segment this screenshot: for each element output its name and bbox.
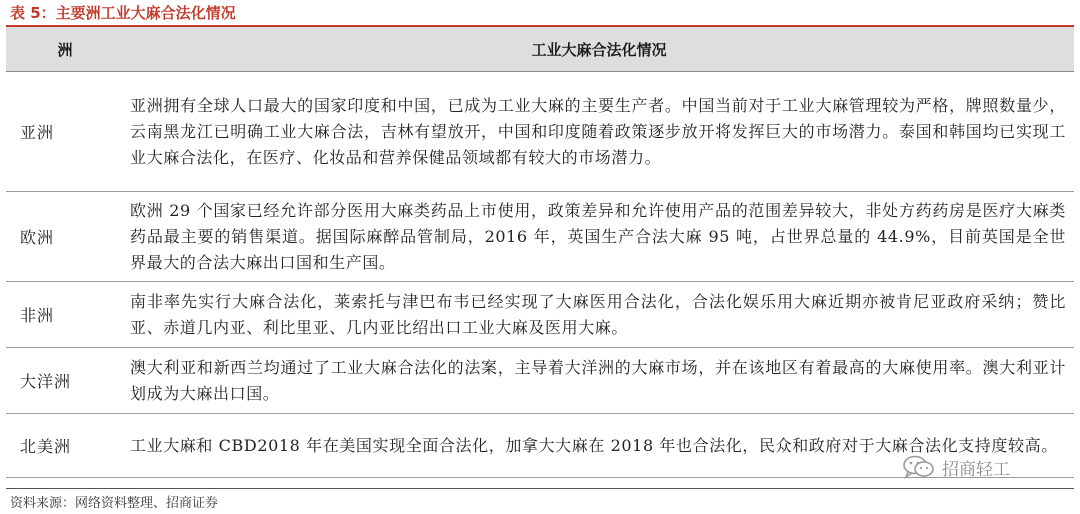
wechat-icon xyxy=(902,454,936,480)
source-note: 资料来源：网络资料整理、招商证券 xyxy=(10,496,219,511)
region-cell: 欧洲 xyxy=(6,192,124,282)
watermark-text: 招商轻工 xyxy=(942,459,1010,480)
description-cell: 南非率先实行大麻合法化，莱索托与津巴布韦已经实现了大麻医用合法化，合法化娱乐用大麻近期亦被肯尼亚政府采纳；赞比亚、赤道几内亚、利比里亚、几内亚比绍出口工业大麻及医用大麻。 xyxy=(124,282,1074,348)
region-cell: 亚洲 xyxy=(6,72,124,192)
table-row xyxy=(6,192,1074,282)
region-cell: 北美洲 xyxy=(6,414,124,478)
description-cell: 澳大利亚和新西兰均通过了工业大麻合法化的法案，主导着大洋洲的大麻市场，并在该地区有着最高的大麻使用率。澳大利亚计划成为大麻出口国。 xyxy=(124,348,1074,414)
table-title: 表 5：主要洲工业大麻合法化情况 xyxy=(10,4,236,22)
header-status: 工业大麻合法化情况 xyxy=(124,27,1074,72)
region-cell: 大洋洲 xyxy=(6,348,124,414)
description-cell: 欧洲 29 个国家已经允许部分医用大麻类药品上市使用，政策差异和允许使用产品的范围差异较大，非处方药药房是医疗大麻类药品最主要的销售渠道。据国际麻醉品管制局，2016 年，英国生产合法大麻 95 吨，占世界总量的 44.9%，目前英国是全世界最大的合法大麻出口国和生产国。 xyxy=(124,192,1074,282)
watermark xyxy=(902,452,1010,482)
region-cell: 非洲 xyxy=(6,282,124,348)
legalization-table xyxy=(6,27,1074,478)
table-header-row xyxy=(6,27,1074,72)
table-row xyxy=(6,72,1074,192)
header-region: 洲 xyxy=(6,27,124,72)
table-row xyxy=(6,348,1074,414)
table-row xyxy=(6,282,1074,348)
description-cell: 工业大麻和 CBD2018 年在美国实现全面合法化，加拿大大麻在 2018 年也合法化，民众和政府对于大麻合法化支持度较高。 xyxy=(124,414,1074,478)
description-cell: 亚洲拥有全球人口最大的国家印度和中国，已成为工业大麻的主要生产者。中国当前对于工业大麻管理较为严格，牌照数量少，云南黑龙江已明确工业大麻合法，吉林有望放开，中国和印度随着政策逐步放开将发挥巨大的市场潜力。泰国和韩国均已实现工业大麻合法化，在医疗、化妆品和营养保健品领域都有较大的市场潜力。 xyxy=(124,72,1074,192)
footer-divider xyxy=(6,488,1074,489)
